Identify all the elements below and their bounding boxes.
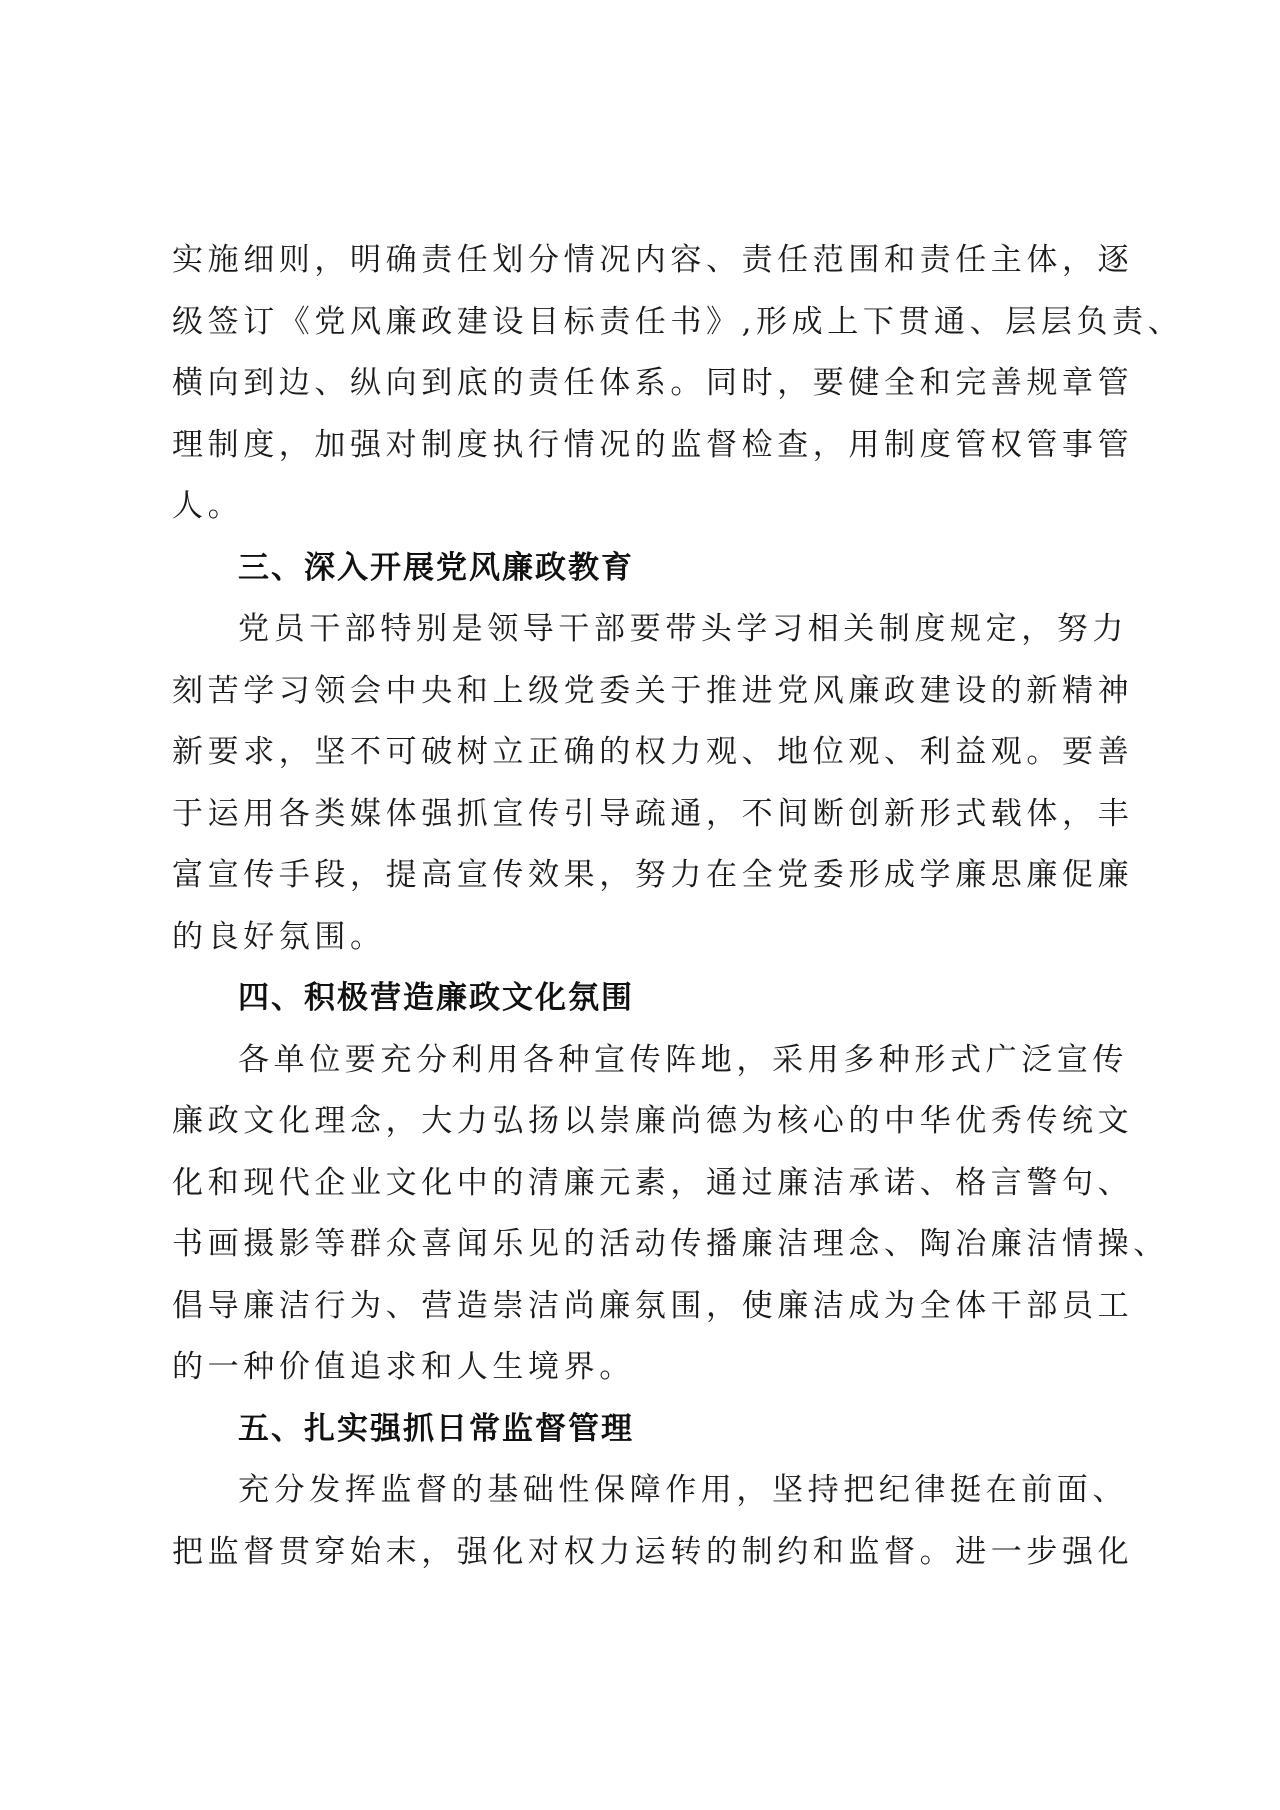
paragraph-line: 人。 [172,488,244,524]
paragraph-line: 于运用各类媒体强抓宣传引导疏通，不间断创新形式载体，丰 [172,796,1134,832]
paragraph-line: 理制度，加强对制度执行情况的监督检查，用制度管权管事管 [172,427,1134,463]
paragraph-line: 的良好氛围。 [172,919,386,955]
paragraph-line: 实施细则，明确责任划分情况内容、责任范围和责任主体，逐 [172,242,1134,278]
paragraph-line: 廉政文化理念，大力弘扬以崇廉尚德为核心的中华优秀传统文 [172,1103,1134,1139]
paragraph-line: 党员干部特别是领导干部要带头学习相关制度规定，努力 [238,611,1128,647]
paragraph-line: 化和现代企业文化中的清廉元素，通过廉洁承诺、格言警句、 [172,1165,1134,1201]
paragraph-line: 级签订《党风廉政建设目标责任书》,形成上下贯通、层层负责、 [172,304,1184,340]
paragraph-line: 横向到边、纵向到底的责任体系。同时，要健全和完善规章管 [172,365,1134,401]
paragraph-line: 各单位要充分利用各种宣传阵地，采用多种形式广泛宣传 [238,1042,1128,1078]
paragraph-line: 的一种价值追求和人生境界。 [172,1349,635,1385]
section-heading-5: 五、扎实强抓日常监督管理 [238,1411,634,1447]
paragraph-line: 倡导廉洁行为、营造崇洁尚廉氛围，使廉洁成为全体干部员工 [172,1288,1134,1324]
paragraph-line: 新要求，坚不可破树立正确的权力观、地位观、利益观。要善 [172,734,1134,770]
paragraph-line: 充分发挥监督的基础性保障作用，坚持把纪律挺在前面、 [238,1472,1128,1508]
paragraph-line: 刻苦学习领会中央和上级党委关于推进党风廉政建设的新精神 [172,673,1134,709]
paragraph-line: 富宣传手段，提高宣传效果，努力在全党委形成学廉思廉促廉 [172,857,1134,893]
section-heading-4: 四、积极营造廉政文化氛围 [238,980,634,1016]
section-heading-3: 三、深入开展党风廉政教育 [238,550,634,586]
paragraph-line: 把监督贯穿始末，强化对权力运转的制约和监督。进一步强化 [172,1534,1134,1570]
paragraph-line: 书画摄影等群众喜闻乐见的活动传播廉洁理念、陶冶廉洁情操、 [172,1226,1169,1262]
